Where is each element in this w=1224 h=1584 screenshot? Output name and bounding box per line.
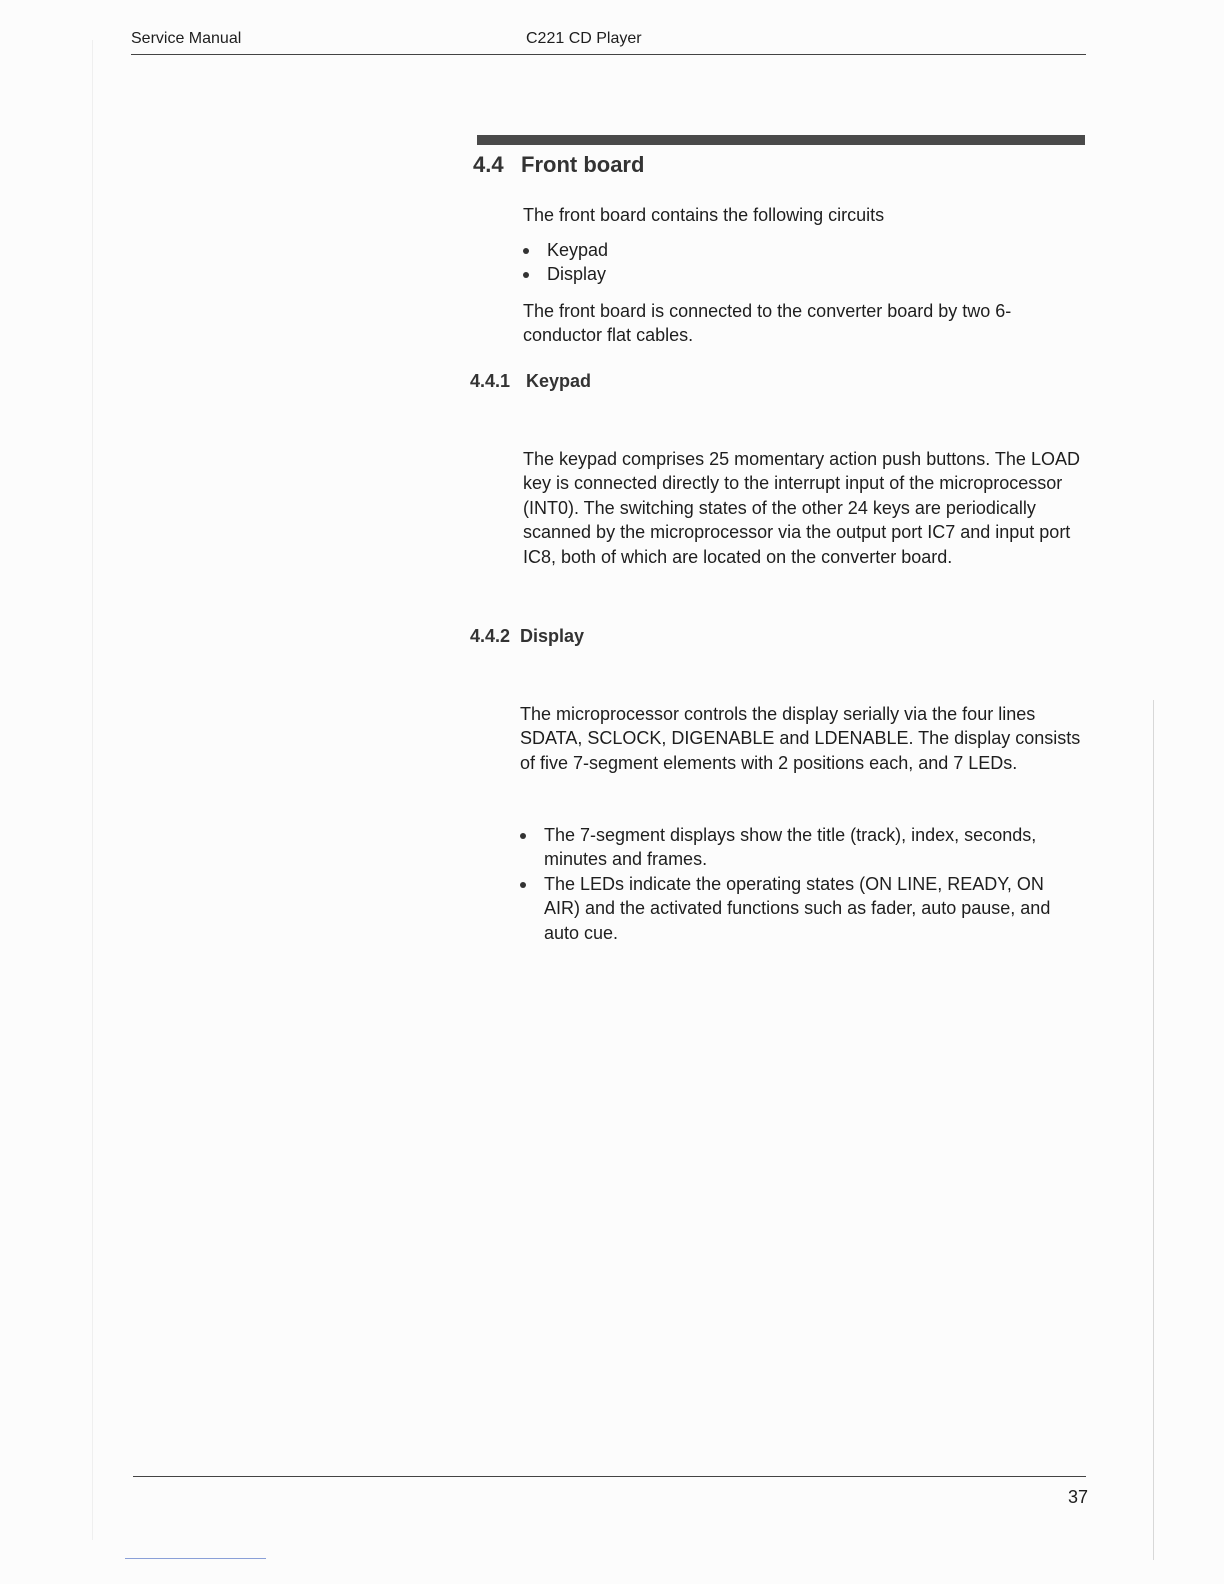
- section-bar: [477, 135, 1085, 145]
- subsection-title: Keypad: [526, 371, 592, 391]
- scan-edge-line: [1153, 700, 1154, 1560]
- list-item: [523, 262, 1063, 286]
- list-item-text: The 7-segment displays show the title (track), index, seconds, minutes and frames.: [544, 825, 1037, 870]
- footer-divider: [133, 1476, 1086, 1477]
- bullet-icon: [520, 833, 526, 839]
- section-number: 4.4: [473, 152, 504, 177]
- list-item-text: The LEDs indicate the operating states (ON LINE, READY, ON AIR) and the activated functions such as fader, auto pause, and auto cue.: [544, 873, 1051, 943]
- header-manual-title: Service Manual: [131, 30, 242, 47]
- list-item-text: Keypad: [547, 240, 609, 260]
- list-item: [523, 238, 1063, 262]
- header-product-name: C221 CD Player: [526, 30, 642, 47]
- header-divider: [131, 54, 1086, 55]
- section-intro: The front board contains the following circuits: [523, 205, 885, 225]
- bullet-icon: [520, 882, 526, 888]
- section-title: Front board: [521, 152, 645, 177]
- list-item: [520, 872, 1080, 945]
- display-feature-list: [520, 823, 1080, 945]
- subsection-number: 4.4.2: [470, 626, 511, 646]
- bullet-icon: [523, 272, 529, 278]
- edge-line: [125, 1558, 266, 1559]
- bullet-icon: [523, 248, 529, 254]
- subsection-title: Display: [520, 626, 585, 646]
- subsection-number: 4.4.1: [470, 371, 511, 391]
- list-item-text: Display: [547, 264, 607, 285]
- display-paragraph: The microprocessor controls the display serially via the four lines SDATA, SCLOCK, DIGENABLE and LDENABLE. The display consists of five 7-segment elements with 2 positions each, and 7 LEDs.: [520, 704, 1081, 773]
- scan-margin-line: [92, 40, 93, 1540]
- page-number: 37: [1068, 1487, 1089, 1507]
- list-item: [520, 823, 1080, 872]
- circuit-list: [523, 238, 1063, 287]
- connection-text: The front board is connected to the converter board by two 6-conductor flat cables.: [523, 301, 1012, 346]
- keypad-paragraph: The keypad comprises 25 momentary action push buttons. The LOAD key is connected directly to the interrupt input of the microprocessor (INT0). The switching states of the other 24 keys are periodically scanned by the microprocessor via the output port IC7 and input port IC8, both of which are located on the converter board.: [523, 449, 1080, 567]
